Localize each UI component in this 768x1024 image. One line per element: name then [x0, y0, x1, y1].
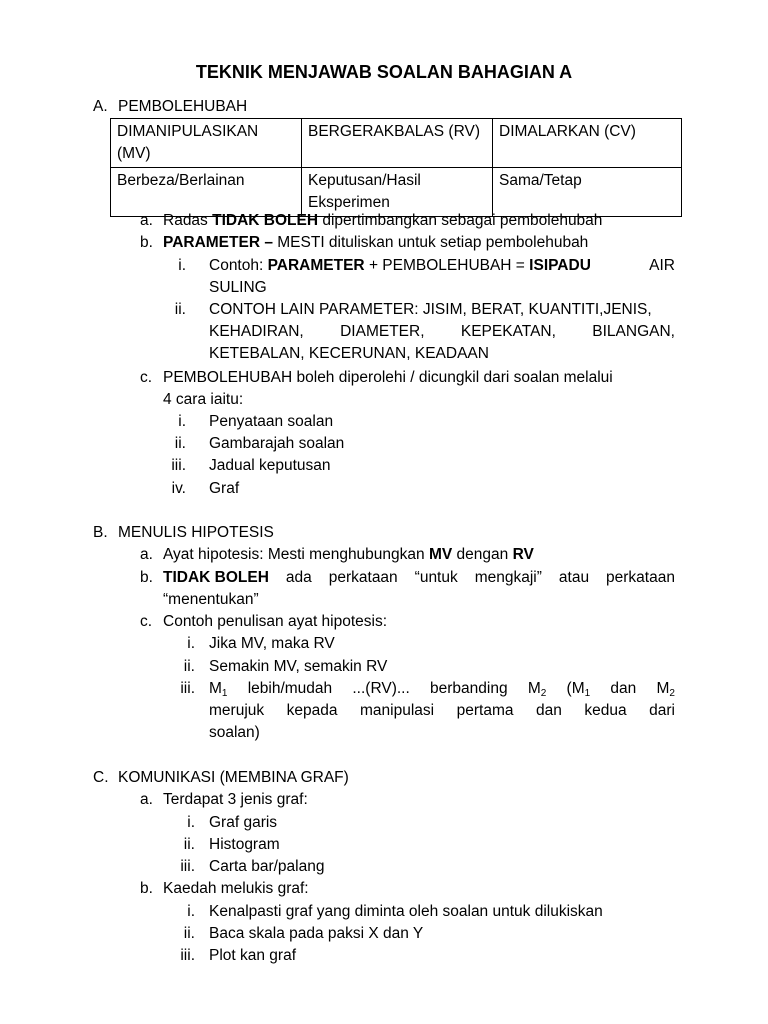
list-label: b. — [140, 569, 153, 586]
list-item: Carta bar/palang — [209, 858, 325, 875]
list-label: i. — [187, 635, 195, 652]
list-label: iv. — [171, 480, 186, 497]
list-label: c. — [140, 613, 153, 630]
list-item: Graf — [209, 480, 240, 497]
list-item: PARAMETER – MESTI dituliskan untuk setiap pembolehubah — [163, 234, 589, 251]
section-b-label: B. — [93, 524, 108, 541]
list-label: iii. — [171, 457, 186, 474]
list-label: b. — [140, 234, 153, 251]
list-item: Penyataan soalan — [209, 413, 334, 430]
list-item: Ayat hipotesis: Mesti menghubungkan MV dengan RV — [163, 546, 534, 563]
table-header-mv: DIMANIPULASIKAN (MV) — [111, 119, 302, 168]
table-cell-rv: Keputusan/Hasil Eksperimen — [302, 168, 493, 217]
list-label: i. — [187, 814, 195, 831]
list-label: ii. — [183, 658, 195, 675]
list-label: iii. — [180, 947, 195, 964]
list-label: ii. — [183, 836, 195, 853]
variables-table — [110, 118, 682, 217]
list-item: Jadual keputusan — [209, 457, 331, 474]
list-label: ii. — [174, 301, 186, 318]
list-item: Kaedah melukis graf: — [163, 880, 309, 897]
table-header-cv: DIMALARKAN (CV) — [493, 119, 682, 168]
list-item: Graf garis — [209, 814, 278, 831]
list-item: Baca skala pada paksi X dan Y — [209, 925, 424, 942]
list-item: Plot kan graf — [209, 947, 297, 964]
list-item: Semakin MV, semakin RV — [209, 658, 388, 675]
section-b-heading: MENULIS HIPOTESIS — [118, 524, 274, 541]
list-label: b. — [140, 880, 153, 897]
list-item: Contoh penulisan ayat hipotesis: — [163, 613, 388, 630]
table-cell-mv: Berbeza/Berlainan — [111, 168, 302, 217]
list-label: ii. — [183, 925, 195, 942]
section-a-heading: PEMBOLEHUBAH — [118, 98, 248, 115]
list-item: CONTOH LAIN PARAMETER: JISIM, BERAT, KUANTITI,JENIS, KEHADIRAN, DIAMETER, KEPEKATAN, BILANGAN, KETEBALAN, KECERUNAN, KEADAAN — [209, 301, 675, 362]
list-label: a. — [140, 212, 153, 229]
page-title: TEKNIK MENJAWAB SOALAN BAHAGIAN A — [195, 62, 573, 82]
table-header-row — [111, 119, 682, 168]
list-label: i. — [178, 413, 186, 430]
list-item: Jika MV, maka RV — [209, 635, 335, 652]
list-label: i. — [187, 903, 195, 920]
list-item: Kenalpasti graf yang diminta oleh soalan untuk dilukiskan — [209, 903, 603, 920]
list-label: c. — [140, 369, 153, 386]
list-label: ii. — [174, 435, 186, 452]
list-item: Gambarajah soalan — [209, 435, 345, 452]
table-header-rv: BERGERAKBALAS (RV) — [302, 119, 493, 168]
list-item: Terdapat 3 jenis graf: — [163, 791, 308, 808]
list-item: PEMBOLEHUBAH boleh diperolehi / dicungkil dari soalan melalui 4 cara iaitu: — [163, 369, 613, 408]
list-item: $M_1$ lebih/mudah ...(RV)... berbanding $M_2$ ($M_1$ dan $M_2$ merujuk kepada manipulasi pertama dan kedua dari soalan) — [209, 680, 675, 741]
table-cell-cv: Sama/Tetap — [493, 168, 682, 217]
list-label: iii. — [180, 680, 195, 697]
list-item: Contoh: PARAMETER + PEMBOLEHUBAH = ISIPADU AIR SULING — [209, 257, 675, 296]
list-item: TIDAK BOLEH ada perkataan “untuk mengkaji” atau perkataan “menentukan” — [163, 569, 675, 608]
section-c-heading: KOMUNIKASI (MEMBINA GRAF) — [118, 769, 349, 786]
list-label: a. — [140, 546, 153, 563]
list-item: Histogram — [209, 836, 280, 853]
list-label: i. — [178, 257, 186, 274]
section-c-label: C. — [93, 769, 109, 786]
list-label: iii. — [180, 858, 195, 875]
section-a-label: A. — [93, 98, 108, 115]
list-label: a. — [140, 791, 153, 808]
list-item: Radas TIDAK BOLEH dipertimbangkan sebagai pembolehubah — [163, 212, 603, 229]
